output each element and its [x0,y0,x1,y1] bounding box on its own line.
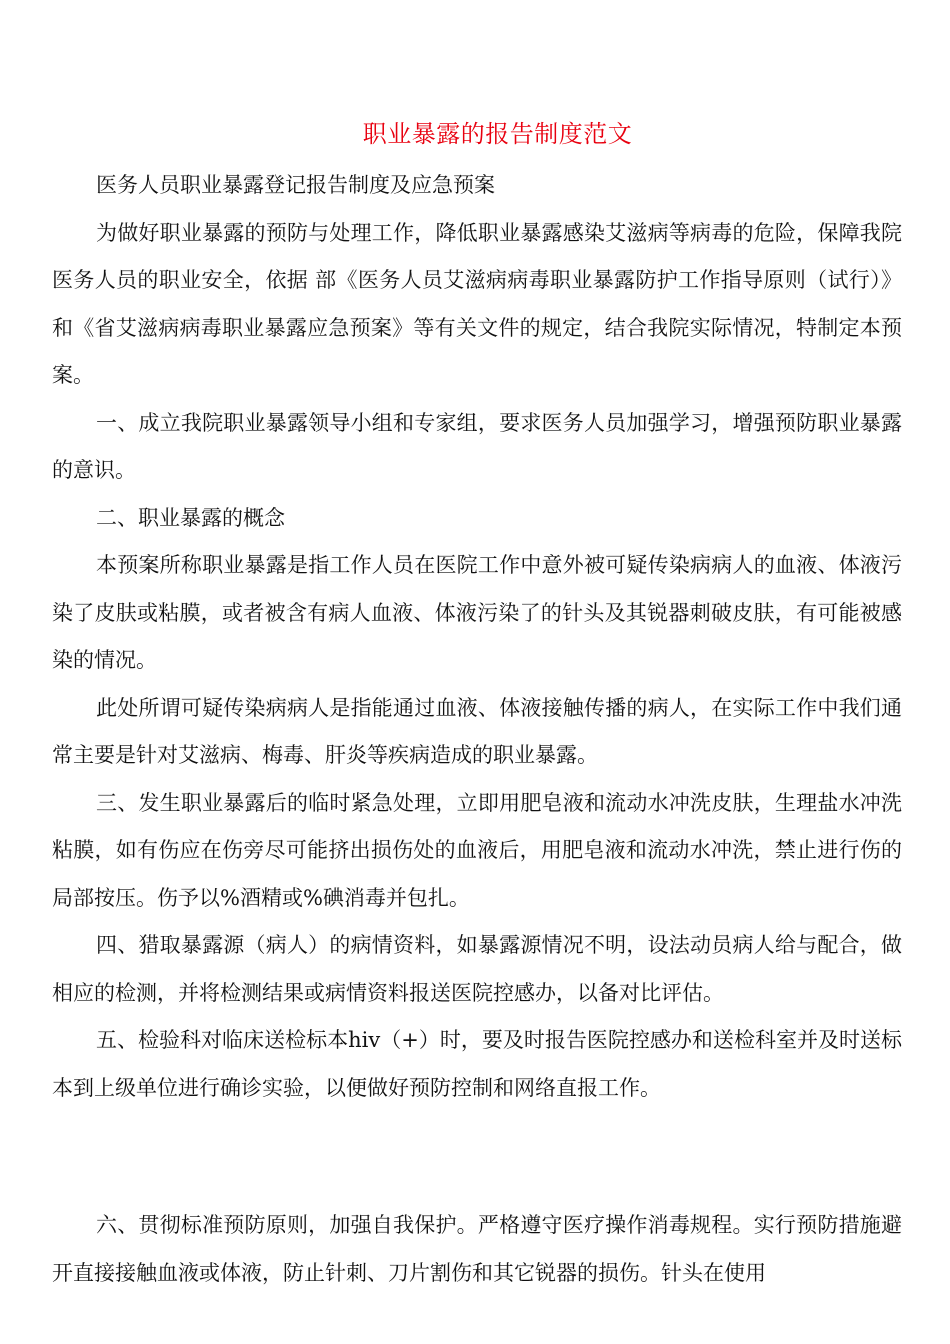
paragraph-section-6: 六、贯彻标准预防原则，加强自我保护。严格遵守医疗操作消毒规程。实行预防措施避开直接接触血液或体液，防止针刺、刀片割伤和其它锐器的损伤。针头在使用 [52,1213,902,1285]
paragraph-section-3: 三、发生职业暴露后的临时紧急处理，立即用肥皂液和流动水冲洗皮肤，生理盐水冲洗粘膜，如有伤应在伤旁尽可能挤出损伤处的血液后，用肥皂液和流动水冲洗，禁止进行伤的局部按压。伤予以%酒精或%碘消毒并包扎。 [52,790,902,910]
paragraph-section-5: 五、检验科对临床送检标本hiv（+）时，要及时报告医院控感办和送检科室并及时送标本到上级单位进行确诊实验，以便做好预防控制和网络直报工作。 [52,1028,902,1100]
document-body [52,162,902,1297]
paragraph-section-2-note: 此处所谓可疑传染病病人是指能通过血液、体液接触传播的病人，在实际工作中我们通常主要是针对艾滋病、梅毒、肝炎等疾病造成的职业暴露。 [52,695,902,767]
paragraph-section-2-heading: 二、职业暴露的概念 [96,505,285,530]
paragraph-gap [52,1112,902,1202]
paragraph-section-1: 一、成立我院职业暴露领导小组和专家组，要求医务人员加强学习，增强预防职业暴露的意识。 [52,410,902,482]
paragraph-subtitle: 医务人员职业暴露登记报告制度及应急预案 [96,173,495,197]
paragraph-intro: 为做好职业暴露的预防与处理工作，降低职业暴露感染艾滋病等病毒的危险，保障我院医务人员的职业安全，依据 部《医务人员艾滋病病毒职业暴露防护工作指导原则（试行）》和《省艾滋病病毒职业暴露应急预案》等有关文件的规定，结合我院实际情况，特制定本预案。 [52,220,902,387]
paragraph-section-2-definition: 本预案所称职业暴露是指工作人员在医院工作中意外被可疑传染病病人的血液、体液污染了皮肤或粘膜，或者被含有病人血液、体液污染了的针头及其锐器刺破皮肤，有可能被感染的情况。 [52,553,902,672]
paragraph-section-4: 四、猎取暴露源（病人）的病情资料，如暴露源情况不明，设法动员病人给与配合，做相应的检测，并将检测结果或病情资料报送医院控感办，以备对比评估。 [52,933,902,1005]
document-title: 职业暴露的报告制度范文 [362,120,633,148]
